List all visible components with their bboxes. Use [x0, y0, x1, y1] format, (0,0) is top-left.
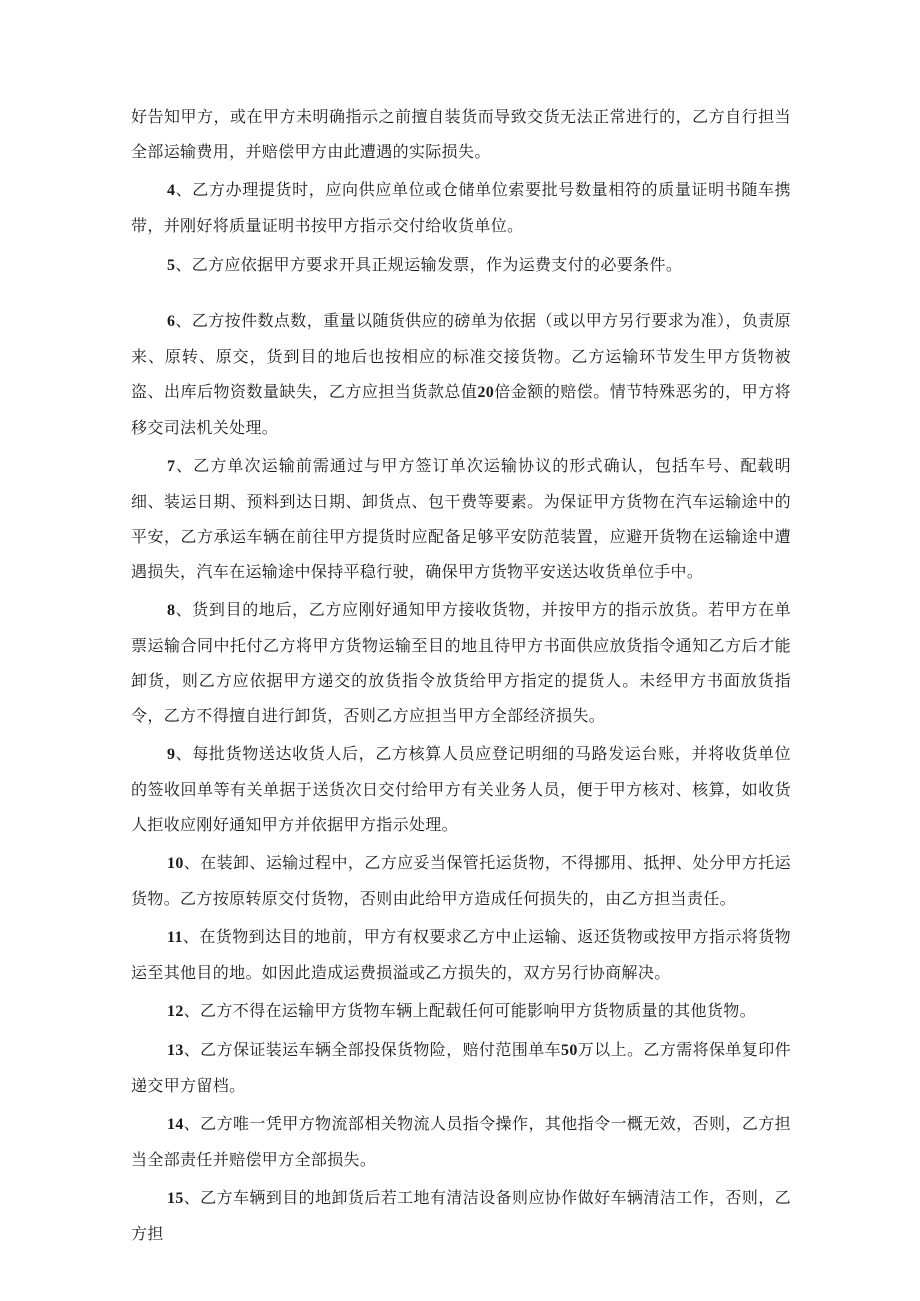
clause-text: 、每批货物送达收货人后，乙方核算人员应登记明细的马路发运台账，并将收货单位的签收回单等有关单据于送货次日交付给甲方有关业务人员，便于甲方核对、核算，如收货人拒收应刚好通知甲方并依据甲方指示处理。	[131, 744, 791, 834]
clause-6	[131, 303, 791, 445]
clause-number: 13	[167, 1042, 184, 1059]
clause-text: 、在货物到达目的地前，甲方有权要求乙方中止运输、返还货物或按甲方指示将货物运至其他目的地。如因此造成运费损溢或乙方损失的，双方另行协商解决。	[131, 927, 791, 982]
clause-9	[131, 736, 791, 842]
clause-number: 15	[167, 1190, 184, 1207]
clause-number: 12	[167, 1003, 184, 1020]
clause-13	[131, 1032, 791, 1103]
clause-text: 、乙方应依据甲方要求开具正规运输发票，作为运费支付的必要条件。	[175, 255, 683, 274]
clause-number: 6	[167, 313, 176, 330]
clause-5	[131, 247, 791, 283]
clause-text: 、乙方办理提货时，应向供应单位或仓储单位索要批号数量相符的质量证明书随车携带，并刚好将质量证明书按甲方指示交付给收货单位。	[131, 180, 791, 235]
clause-continuation	[131, 99, 791, 169]
clause-text-tail: 倍金额的赔偿。情节特殊恶劣的，甲方将移交司法机关处理。	[131, 382, 791, 437]
clause-number: 4	[167, 182, 176, 199]
clause-text: 、在装卸、运输过程中，乙方应妥当保管托运货物，不得挪用、抵押、处分甲方托运货物。乙方按原转原交付货物，否则由此给甲方造成任何损失的，由乙方担当责任。	[131, 853, 791, 908]
clause-text: 、乙方单次运输前需通过与甲方签订单次运输协议的形式确认，包括车号、配载明细、装运日期、预料到达日期、卸货点、包干费等要素。为保证甲方货物在汽车运输途中的平安，乙方承运车辆在前往甲方提货时应配备足够平安防范装置，应避开货物在运输途中遭遇损失，汽车在运输途中保持平稳行驶，确保甲方货物平安送达收货单位手中。	[131, 456, 791, 581]
clause-number: 11	[167, 929, 183, 946]
clause-text: 、乙方按件数点数，重量以随货供应的磅单为依据（或以甲方另行要求为准），负责原来、原转、原交，货到目的地后也按相应的标准交接货物。乙方运输环节发生甲方货物被盗、出库后物资数量缺失，乙方应担当货款总值	[131, 311, 791, 401]
inline-amount: 20	[477, 384, 495, 401]
clause-text: 好告知甲方，或在甲方未明确指示之前擅自装货而导致交货无法正常进行的，乙方自行担当全部运输费用，并赔偿甲方由此遭遇的实际损失。	[131, 107, 791, 161]
clause-12	[131, 993, 791, 1029]
clause-number: 7	[167, 458, 176, 475]
clause-15	[131, 1180, 791, 1251]
clause-8	[131, 592, 791, 733]
clause-text-tail: 万以上。乙方需将保单复印件递交甲方留档。	[131, 1040, 791, 1095]
clause-14	[131, 1106, 791, 1177]
clause-text: 、乙方不得在运输甲方货物车辆上配载任何可能影响甲方货物质量的其他货物。	[183, 1001, 756, 1020]
inline-amount: 50	[561, 1042, 578, 1059]
clause-11	[131, 919, 791, 990]
clause-text: 、货到目的地后，乙方应刚好通知甲方接收货物，并按甲方的指示放货。若甲方在单票运输合同中托付乙方将甲方货物运输至目的地且待甲方书面供应放货指令通知乙方后才能卸货，则乙方应依据甲方递交的放货指令放货给甲方指定的提货人。未经甲方书面放货指令，乙方不得擅自进行卸货，否则乙方应担当甲方全部经济损失。	[131, 600, 791, 725]
clause-number: 9	[167, 746, 176, 763]
clause-text: 、乙方车辆到目的地卸货后若工地有清洁设备则应协作做好车辆清洁工作，否则，乙方担	[131, 1188, 791, 1243]
clause-number: 14	[167, 1116, 184, 1133]
clause-number: 8	[167, 602, 176, 619]
clause-10	[131, 845, 791, 916]
clause-7	[131, 448, 791, 589]
clause-4	[131, 172, 791, 243]
clause-number: 5	[167, 257, 176, 274]
clause-text: 、乙方唯一凭甲方物流部相关物流人员指令操作，其他指令一概无效，否则，乙方担当全部责任并赔偿甲方全部损失。	[131, 1114, 791, 1169]
clause-text: 、乙方保证装运车辆全部投保货物险，赔付范围单车	[183, 1040, 562, 1059]
clause-number: 10	[167, 855, 184, 872]
contract-text-body	[131, 99, 791, 1251]
